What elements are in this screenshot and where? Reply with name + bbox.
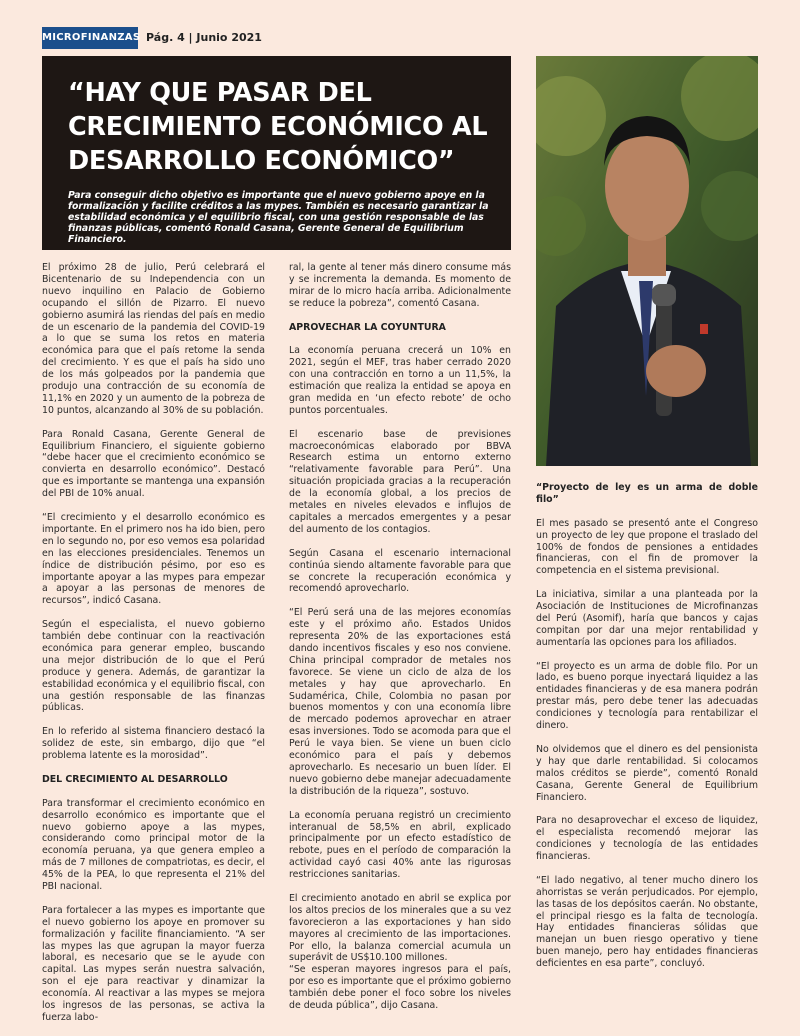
portrait-photo xyxy=(536,56,758,466)
section-heading: DEL CRECIMIENTO AL DESARROLLO xyxy=(42,773,228,785)
portrait-illustration xyxy=(536,56,758,466)
column-1 xyxy=(42,262,265,1036)
title-box xyxy=(42,56,511,250)
paragraph: Según el especialista, el nuevo gobierno también debe continuar con la reactivación económica para generar empleo, buscando una mejor distribución de lo que el Perú produce y genera. Además, de garantizar la estabilidad económica y el equilibrio fiscal, con una gestión responsable de las finanzas públicas. xyxy=(42,619,265,714)
paragraph: “El crecimiento y el desarrollo económico es importante. En el primero nos ha ido bien, pero en lo segundo no, por eso vemos esa polaridad en las elecciones presidenciales. Tenemos un índice de distribución pésimo, por eso es importante apoyar a las mypes para empezar a apoyar a las personas de menores de recursos”, indicó Casana. xyxy=(42,512,265,607)
paragraph: En lo referido al sistema financiero destacó la solidez de este, sin embargo, dijo que “el problema latente es la morosidad”. xyxy=(42,726,265,762)
paragraph: “El proyecto es un arma de doble filo. Por un lado, es bueno porque inyectará liquidez a las entidades financieras y de esa manera podrán prestar más, pero debe tener las adecuadas condiciones y tecnología para rentabilizar el dinero. xyxy=(536,660,758,732)
paragraph: Para no desaprovechar el exceso de liquidez, el especialista recomendó mejorar las condiciones y tecnología de las entidades financieras. xyxy=(536,815,758,863)
paragraph: “El lado negativo, al tener mucho dinero los ahorristas se verán perjudicados. Por ejemplo, las tasas de los depósitos caerán. No obstante, el principal riesgo es la falta de tecnología. Hay entidades financieras sólidas que manejan un buen riesgo operativo y tiene buen manejo, pero hay entidades financieras deficientes en esa parte”, concluyó. xyxy=(536,874,758,970)
headline: “HAY QUE PASAR DEL CRECIMIENTO ECONÓMICO AL DESARROLLO ECONÓMICO” xyxy=(68,78,488,176)
paragraph: El escenario base de previsiones macroeconómicas elaborado por BBVA Research estima un entorno externo “relativamente favorable para Perú”. Una situación propiciada gracias a la recuperación de la economía global, a los precios de metales en niveles elevados e influjos de capitales a mercados emergentes y a pesar del aumento de los contagios. xyxy=(289,428,511,535)
column-2 xyxy=(289,262,511,1024)
paragraph: “Se esperan mayores ingresos para el país, por eso es importante que el próximo gobierno también debe poner el foco sobre los niveles de deuda pública”, dijo Casana. xyxy=(289,964,511,1012)
paragraph: El mes pasado se presentó ante el Congreso un proyecto de ley que propone el traslado del 100% de fondos de pensiones a entidades financieras, con el fin de promover la competencia en el sistema previsional. xyxy=(536,517,758,577)
sidebar-heading: “Proyecto de ley es un arma de doble filo” xyxy=(536,482,758,505)
paragraph: ral, la gente al tener más dinero consume más y se incrementa la demanda. Es momento de mirar de lo micro hacía arriba. Adicionalmente se reduce la pobreza”, comentó Casana. xyxy=(289,262,511,309)
lead-paragraph: Para conseguir dicho objetivo es importante que el nuevo gobierno apoye en la formalización y facilite créditos a las mypes. También es necesario garantizar la estabilidad económica y el equilibrio fiscal, con una gestión responsable de las finanzas públicas, comentó Ronald Casana, Gerente General de Equilibrium Financiero. xyxy=(68,190,489,245)
paragraph: La iniciativa, similar a una planteada por la Asociación de Instituciones de Microfinanzas del Perú (Asomif), haría que bancos y cajas compitan por dar una mejor rentabilidad y aumentaría las opciones para los afiliados. xyxy=(536,589,758,648)
paragraph: El próximo 28 de julio, Perú celebrará el Bicentenario de su Independencia con un nuevo inquilino en Palacio de Gobierno ocupando el sillón de Pizarro. El nuevo gobierno asumirá las riendas del país en medio de un escenario de la pandemia del COVID-19 a lo que se suma los retos en materia económica para que el país retome la senda del crecimiento. Y es que el país ha sido uno de los más golpeados por la pandemia que produjo una contracción de su economía de 11,1% en 2020 y un aumento de la pobreza de 10 puntos, alcanzando al 30% de su población. xyxy=(42,262,265,416)
paragraph: La economía peruana crecerá un 10% en 2021, según el MEF, tras haber cerrado 2020 con una contracción en torno a un 11,5%, la estimación que realiza la entidad se apoya en gran medida en ‘un efecto rebote’ de ocho puntos porcentuales. xyxy=(289,345,511,416)
paragraph: La economía peruana registró un crecimiento interanual de 58,5% en abril, explicado principalmente por un efecto estadístico de rebote, pues en el período de comparación la actividad cayó casi 40% ante las rigurosas restricciones sanitarias. xyxy=(289,809,511,881)
section-heading: APROVECHAR LA COYUNTURA xyxy=(289,321,446,333)
paragraph: Para fortalecer a las mypes es importante que el nuevo gobierno los apoye en promover su formalización y facilite financiamiento. “A ser las mypes las que agrupan la mayor fuerza laboral, es necesario que se le ayude con capital. Las mypes serán nuestra salvación, son el eje para reactivar y dinamizar la economía. Al reactivar a las mypes se mejora los ingresos de las personas, se activa la fuerza labo- xyxy=(42,904,265,1023)
paragraph: No olvidemos que el dinero es del pensionista y hay que darle rentabilidad. Si colocamos malos créditos se pierde”, comentó Ronald Casana, Gerente General de Equilibrium Financiero. xyxy=(536,743,758,803)
paragraph: Para Ronald Casana, Gerente General de Equilibrium Financiero, el siguiente gobierno “debe hacer que el crecimiento económico se convierta en desarrollo económico”. Destacó que es importante se mantenga una expansión del PBI de 10% anual. xyxy=(42,428,265,500)
paragraph: “El Perú será una de las mejores economías este y el próximo año. Estados Unidos representa 20% de las exportaciones está dando incentivos fiscales y eso nos conviene. China principal comprador de metales nos favorece. Se viene un ciclo de alza de los metales y hay que aprovecharlo. En Sudamérica, Chile, Colombia no pasan por buenos momentos y con una economía libre de mercado podemos aprovechar en atraer esas inversiones. Todo se acomoda para que el Perú le vaya bien. Se viene un buen ciclo económico para el país y debemos aprovecharlo. Es necesario un buen líder. El nuevo gobierno debe manejar adecuadamente la distribución de la riqueza”, sostuvo. xyxy=(289,607,511,797)
brand-logo: MICROFINANZAS xyxy=(42,27,138,49)
page-header xyxy=(42,27,782,49)
paragraph: El crecimiento anotado en abril se explica por los altos precios de los minerales que a su vez favorecieron a las exportaciones y han sido mayores al crecimiento de las importaciones. Por ello, la balanza comercial acumula un superávit de US$10.100 millones. xyxy=(289,892,511,964)
page-info: Pág. 4 | Junio 2021 xyxy=(146,31,262,44)
paragraph: Para transformar el crecimiento económico en desarrollo económico es importante que el nuevo gobierno apoye a las mypes, considerando como principal motor de la economía peruana, ya que genera empleo a más de 7 millones de compatriotas, es decir, el 45% de la PEA, lo que representa el 21% del PBI nacional. xyxy=(42,797,265,893)
column-3 xyxy=(536,482,758,982)
paragraph: Según Casana el escenario internacional continúa siendo altamente favorable para que se concrete la recuperación económica y recomendó aprovecharlo. xyxy=(289,547,511,595)
